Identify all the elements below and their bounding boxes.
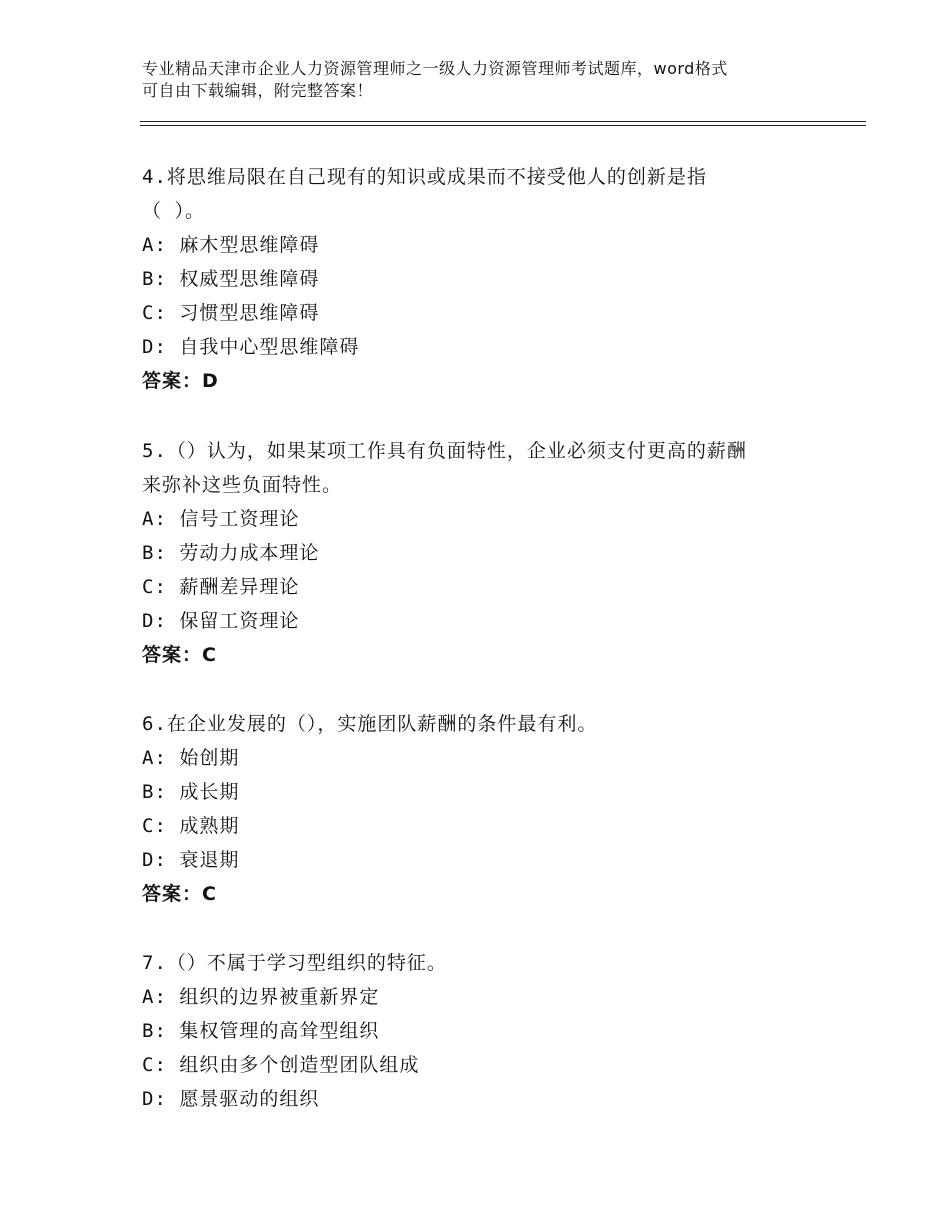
option-c: C: 组织由多个创造型团队组成 xyxy=(142,1054,420,1076)
option-d: D: 自我中心型思维障碍 xyxy=(142,336,360,358)
question-6 xyxy=(142,707,832,911)
option-b: B: 权威型思维障碍 xyxy=(142,268,320,290)
question-stem-line: 4.将思维局限在自己现有的知识或成果而不接受他人的创新是指 xyxy=(142,166,707,188)
option-a: A: 始创期 xyxy=(142,747,240,769)
header-divider-top xyxy=(140,121,866,122)
option-b: B: 成长期 xyxy=(142,781,240,803)
question-stem-line: 5.（）认为，如果某项工作具有负面特性，企业必须支付更高的薪酬 xyxy=(142,440,747,462)
option-d: D: 保留工资理论 xyxy=(142,610,300,632)
header-divider-bottom xyxy=(140,125,866,126)
option-a: A: 麻木型思维障碍 xyxy=(142,234,320,256)
option-d: D: 愿景驱动的组织 xyxy=(142,1088,320,1110)
header-line-1: 专业精品天津市企业人力资源管理师之一级人力资源管理师考试题库，word格式 xyxy=(142,59,728,78)
question-stem-line: （ ）。 xyxy=(142,200,205,222)
option-c: C: 成熟期 xyxy=(142,815,240,837)
option-a: A: 组织的边界被重新界定 xyxy=(142,986,380,1008)
answer: 答案：C xyxy=(142,883,217,905)
option-d: D: 衰退期 xyxy=(142,849,240,871)
question-stem-line: 来弥补这些负面特性。 xyxy=(142,474,343,496)
question-4 xyxy=(142,160,832,398)
option-a: A: 信号工资理论 xyxy=(142,508,300,530)
option-b: B: 劳动力成本理论 xyxy=(142,542,320,564)
question-7 xyxy=(142,946,832,1116)
document-header xyxy=(142,58,822,102)
answer: 答案：C xyxy=(142,644,217,666)
answer: 答案：D xyxy=(142,370,219,392)
header-line-2: 可自由下载编辑，附完整答案！ xyxy=(142,81,374,100)
question-5 xyxy=(142,434,832,672)
option-c: C: 习惯型思维障碍 xyxy=(142,302,320,324)
option-c: C: 薪酬差异理论 xyxy=(142,576,300,598)
question-stem-line: 7.（）不属于学习型组织的特征。 xyxy=(142,952,447,974)
question-stem-line: 6.在企业发展的（），实施团队薪酬的条件最有利。 xyxy=(142,713,598,735)
option-b: B: 集权管理的高耸型组织 xyxy=(142,1020,380,1042)
